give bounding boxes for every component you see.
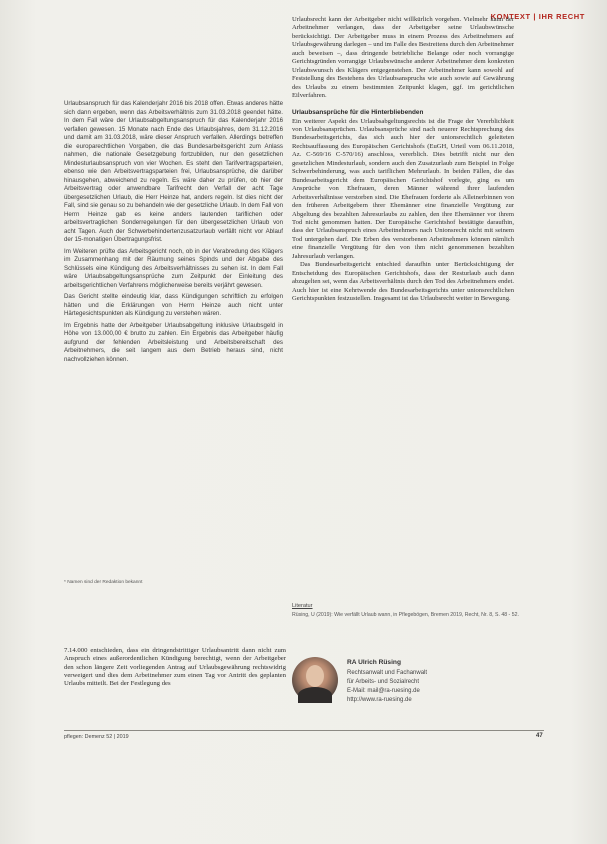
author-email[interactable]: E-Mail: mail@ra-ruesing.de xyxy=(347,688,420,694)
right-paragraph-1: Urlaubsrecht kann der Arbeitgeber nicht willkürlich vorgehen. Vielmehr kann der Arbeitnehmer verlangen, dass der Arbeitgeber seine Urlaubswünsche berücksichtigt. Der Arbeitgeber muss in einem Prozess des Arbeitnehmers auf Urlaubsgewährung darlegen – und im Falle des Bestreitens durch den Arbeitnehmer auch beweisen –, dass dringende betriebliche Belange oder noch vorrangige Gerichtsgründen vorrangige Urlaubswünsche anderer Arbeitnehmer dem konkreten Urlaubswunsch des Klägers entgegenstehen. Der Arbeitnehmer kann sowohl auf Feststellung des Bestehens des Urlaubsanspruchs wie auch sowie auf Gewährung des Urlaubs zu einem bestimmten Zeitpunkt klagen, ggf. im gerichtlichen Eilverfahren. xyxy=(292,16,514,100)
page-number: 47 xyxy=(536,733,543,739)
author-title-1: Rechtsanwalt und Fachanwalt xyxy=(347,670,428,676)
left-paragraph-4: Im Ergebnis hatte der Arbeitgeber Urlaubsabgeltung inklusive Urlaubsgeld in Höhe von 13.000,00 € brutto zu zahlen. Ein Ergebnis das Arbeitgeber häufig aufgrund der fehlenden Arbeitsleistung und Arbeitsbereitschaft des Arbeitnehmers, die seit langem aus dem Betrieb heraus sind, nicht nachvollziehen können. xyxy=(64,321,283,363)
author-photo-face xyxy=(306,665,324,687)
right-column xyxy=(292,16,514,608)
author-photo xyxy=(292,657,338,703)
footer-divider xyxy=(64,730,544,731)
left-column xyxy=(64,100,283,578)
author-website[interactable]: http://www.ra-ruesing.de xyxy=(347,697,412,703)
footnote: * Namen sind der Redaktion bekannt xyxy=(64,580,143,585)
right-paragraph-3: Das Bundesarbeitsgericht entschied daraufhin unter Berücksichtigung der Entscheidung des Europäischen Gerichtshofs, dass der Resturlaub auch dann abzugelten sei, wenn das Arbeitsverhältnis durch den Tod des Arbeitnehmers endet. Auch hier ist eine Kehrtwende des Bundesarbeitsgerichts unter unionsrechtlichen Gerichtspunkten festzustellen. Insgesamt ist das Urlaubsrecht weiter in Bewegung. xyxy=(292,261,514,303)
left-paragraph-2: Im Weiteren prüfte das Arbeitsgericht noch, ob in der Verabredung des Klägers im Zusammenhang mit der Räumung seines Spinds und der Abgabe des Schlüssels eine Kündigung des Arbeitsverhältnisses zu sehen ist. In dem Fall wäre Urlaubsabgeltungsansprüche zum Zeitpunkt der Einleitung des arbeitsgerichtlichen Verfahrens möglicherweise bereits verjährt gewesen. xyxy=(64,247,283,289)
bottom-left-text xyxy=(64,647,286,688)
subheading: Urlaubsansprüche für die Hinterbliebenden xyxy=(292,108,424,116)
author-photo-body xyxy=(298,687,332,703)
author-title-2: für Arbeits- und Sozialrecht xyxy=(347,679,420,685)
left-paragraph-3: Das Gericht stellte eindeutig klar, dass Kündigungen schriftlich zu erfolgen hätten und die Erklärungen von Herrn Heinze auch nicht unter Härtegesichtspunkten als Kündigung zu verstehen wären. xyxy=(64,293,283,317)
author-name: RA Ulrich Rüsing xyxy=(347,659,401,666)
publication-footer: pflegen: Demenz 52 | 2019 xyxy=(64,734,129,740)
literature-reference: Rüsing, U (2019): Wie verfällt Urlaub wann, in Pflegebögen, Bremen 2019, Recht, Nr. 8, S. 48 - 52. xyxy=(292,612,519,618)
author-box xyxy=(292,655,532,715)
bottom-left-paragraph: 7.14.000 entschieden, dass ein dringendstrittiger Urlaubsantritt dann nicht zum Anspruch eines außerordentlichen Kündigung berechtigt, wenn der Arbeitgeber den schon längere Zeit vorliegenden Antrag auf Urlaubsgewährung rechtswidrig verweigert und dies dem Arbeitnehmer zum einen Tag vor Antritt des geplanten Urlaubs mitteilt. Bei der Festlegung des xyxy=(64,647,286,688)
literature-title: Literatur xyxy=(292,603,313,609)
left-paragraph-1: Urlaubsanspruch für das Kalenderjahr 2016 bis 2018 offen. Etwas anderes hätte sich dann ergeben, wenn das Arbeitsverhältnis zum 31.03.2018 geendet hätte. In dem Fall wäre der Urlaubsabgeltungsanspruch für das Kalenderjahr 2016 verfallen gewesen. 15 Monate nach Ende des Urlaubsjahres, dem 31.12.2016 und damit am 31.03.2018, wäre dieser Anspruch verfallen. Allerdings betreffen die europarechtlichen Vorgaben, die das Bundesarbeitsgericht zum Anlass nahmen, die nationale Gesetzgebung fortzubilden, nur den gesetzlichen Mindesturlaubsanspruch von vier Wochen. Es steht den Tarifvertragsparteien, ebenso wie den Arbeitsvertragsparteien frei, Urlaubsansprüche, die darüber hinausgehen, abweichend zu regeln. Es wäre daher zu prüfen, ob hier der Arbeitsvertrag oder anwendbare Tarifrecht den Verfall der acht Tage übergesetzlichen Urlaub, die Herr Heinze hat, anders regeln. Ist dies nicht der Fall, sind sie genau so zu behandeln wie der gesetzliche Urlaub. In dem Fall von Herrn Heinze gab es keine anders lautenden tariflichen oder arbeitsvertraglichen Sonderregelungen für den übergesetzlichen Urlaub von acht Tagen. Auch der Schwerbehindertenzusatzurlaub verfällt nicht vor Ablauf der 15-monatigen Übertragungsfrist. xyxy=(64,100,283,243)
section-rubric: KONTEXT | IHR RECHT xyxy=(490,12,585,21)
right-paragraph-2: Ein weiterer Aspekt des Urlaubsabgeltungsrechts ist die Frage der Vererblichkeit von Urlaubsansprüchen. Urlaubsansprüche sind nach neuerer Rechtsprechung des Bundesarbeitsgerichts, das sich auch hier der unionsrechtlich geleiteten Rechtsauffassung des Europäischen Gerichtshofs (EuGH, Urteil vom 06.11.2018, Az. C-569/16 C-570/16) anschloss, vererblich. Dies betrifft nicht nur den gesetzlichen Mindesturlaub, sondern auch den Zusatzurlaub zum Beispiel in Folge Schwerbehinderung, was auch tariflichen Mehrurlaub. In beiden Fällen, die das Bundesarbeitsgericht dem Europäischen Gerichtshof vorlegte, ging es um Ansprüche von Ehefrauen, deren Männer während ihrer laufenden Arbeitsverhältnisse verstorben sind. Die Ehefrauen forderte als Alleinerbinnen von den früheren Arbeitgebern ihrer Ehemänner eine finanzielle Vergütung zur Abgeltung des bezahlten Jahresurlaubs zu zahlen, den ihre Ehemänner vor ihrem Tod nicht genommen hatten. Der Europäische Gerichtshof bestätigte daraufhin, dass der Urlaubsanspruch eines Arbeitnehmers nach Unionsrecht nicht mit seinem Tod untergehen darf. Die Erben des verstorbenen Arbeitnehmers können nämlich eine finanzielle Vergütung für den von ihm nicht genommenen bezahlten Jahresurlaub verlangen. xyxy=(292,117,514,260)
